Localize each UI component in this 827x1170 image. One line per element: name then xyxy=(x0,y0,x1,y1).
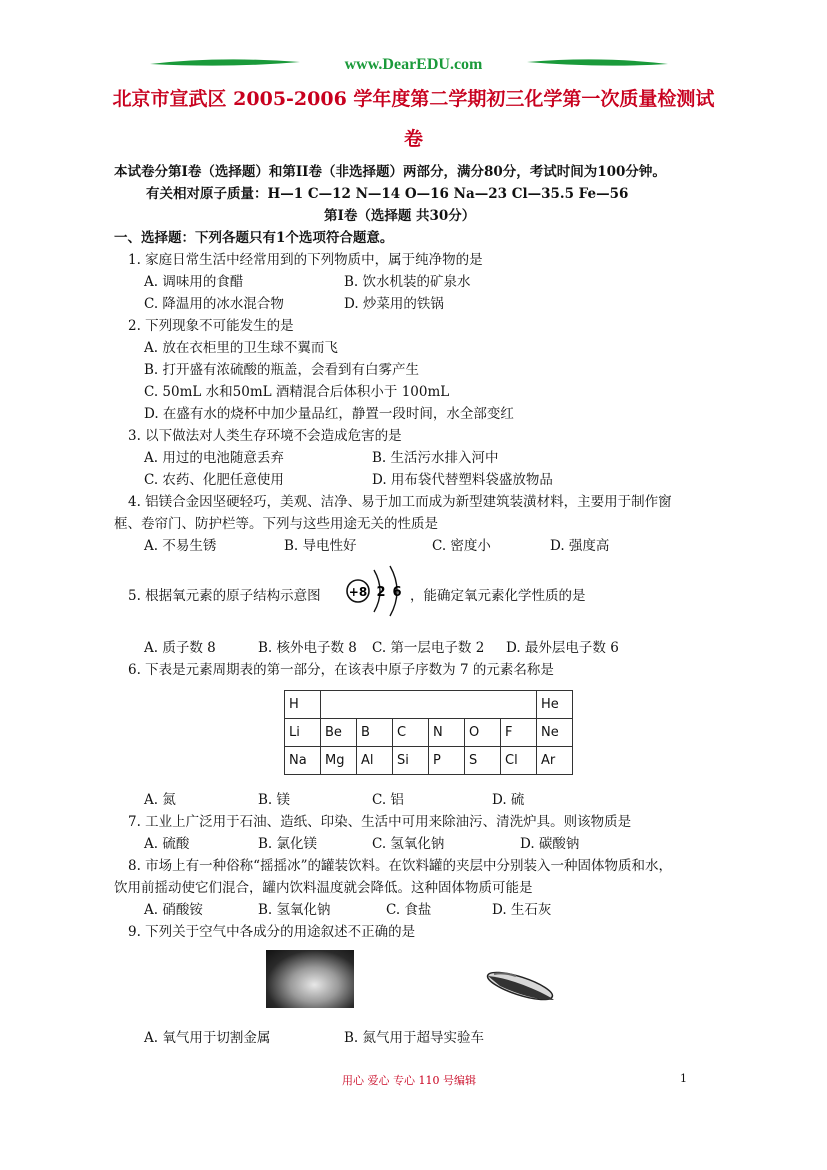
question-7-option-a: A. 硫酸 xyxy=(144,836,190,852)
element-cell: He xyxy=(537,691,573,719)
page-number: 1 xyxy=(680,1072,687,1085)
element-cell: Ar xyxy=(537,747,573,775)
section-title: 第Ⅰ卷（选择题 共30分） xyxy=(324,208,476,224)
element-cell: H xyxy=(285,691,321,719)
element-cell: Ne xyxy=(537,719,573,747)
oxygen-atom-structure-diagram xyxy=(344,562,410,618)
element-cell: B xyxy=(357,719,393,747)
question-3-option-c: C. 农药、化肥任意使用 xyxy=(144,472,284,488)
question-5-option-b: B. 核外电子数 8 xyxy=(258,640,357,656)
part-heading: 一、选择题：下列各题只有1个选项符合题意。 xyxy=(114,230,394,246)
question-1-option-a: A. 调味用的食醋 xyxy=(144,274,244,290)
element-cell: F xyxy=(501,719,537,747)
exam-instructions: 本试卷分第Ⅰ卷（选择题）和第II卷（非选择题）两部分，满分80分，考试时间为100分钟。 xyxy=(114,164,666,180)
element-cell: S xyxy=(465,747,501,775)
question-3-option-d: D. 用布袋代替塑料袋盛放物品 xyxy=(372,472,553,488)
question-2-option-c: C. 50mL 水和50mL 酒精混合后体积小于 100mL xyxy=(144,384,450,400)
question-9-stem: 9. 下列关于空气中各成分的用途叙述不正确的是 xyxy=(128,924,416,940)
question-4-option-a: A. 不易生锈 xyxy=(144,538,217,554)
question-8-option-a: A. 硝酸铵 xyxy=(144,902,203,918)
question-7-option-d: D. 碳酸钠 xyxy=(520,836,580,852)
element-cell: Be xyxy=(321,719,357,747)
question-7-option-b: B. 氯化镁 xyxy=(258,836,318,852)
element-cell: Si xyxy=(393,747,429,775)
question-4-stem-line-2: 框、卷帘门、防护栏等。下列与这些用途无关的性质是 xyxy=(114,516,438,532)
element-cell: Cl xyxy=(501,747,537,775)
question-6-option-a: A. 氮 xyxy=(144,792,176,808)
electron-shell-2: 6 xyxy=(392,585,402,600)
question-8-stem-line-2: 饮用前摇动使它们混合，罐内饮料温度就会降低。这种固体物质可能是 xyxy=(114,880,533,896)
question-2-option-b: B. 打开盛有浓硫酸的瓶盖，会看到有白雾产生 xyxy=(144,362,420,378)
element-cell: Li xyxy=(285,719,321,747)
element-cell: Na xyxy=(285,747,321,775)
element-cell: C xyxy=(393,719,429,747)
question-4-option-c: C. 密度小 xyxy=(432,538,491,554)
element-cell: P xyxy=(429,747,465,775)
question-3-option-a: A. 用过的电池随意丢弃 xyxy=(144,450,284,466)
question-2-option-a: A. 放在衣柜里的卫生球不翼而飞 xyxy=(144,340,338,356)
question-7-option-c: C. 氢氧化钠 xyxy=(372,836,445,852)
question-3-option-b: B. 生活污水排入河中 xyxy=(372,450,499,466)
question-6-stem: 6. 下表是元素周期表的第一部分，在该表中原子序数为 7 的元素名称是 xyxy=(128,662,554,678)
question-4-option-b: B. 导电性好 xyxy=(284,538,357,554)
footer-text: 用心 爱心 专心 110 号编辑 xyxy=(342,1074,476,1087)
question-1-option-d: D. 炒菜用的铁锅 xyxy=(344,296,444,312)
question-2-option-d: D. 在盛有水的烧杯中加少量品红，静置一段时间，水全部变红 xyxy=(144,406,514,422)
question-9-option-b: B. 氮气用于超导实验车 xyxy=(344,1030,485,1046)
question-5-option-a: A. 质子数 8 xyxy=(144,640,216,656)
question-5-stem-after: ，能确定氧元素化学性质的是 xyxy=(410,588,586,604)
element-cell: O xyxy=(465,719,501,747)
question-8-option-b: B. 氢氧化钠 xyxy=(258,902,331,918)
question-9-option-a: A. 氧气用于切割金属 xyxy=(144,1030,271,1046)
question-5-option-d: D. 最外层电子数 6 xyxy=(506,640,619,656)
site-logo-text: www.DearEDU.com xyxy=(344,56,483,73)
page-title-continued: 卷 xyxy=(403,128,423,150)
question-5-stem-before: 5. 根据氧元素的原子结构示意图 xyxy=(128,588,321,604)
element-cell: Al xyxy=(357,747,393,775)
question-6-option-b: B. 镁 xyxy=(258,792,291,808)
question-6-option-c: C. 铝 xyxy=(372,792,404,808)
question-8-stem-line-1: 8. 市场上有一种俗称“摇摇冰”的罐装饮料。在饮料罐的夹层中分别装入一种固体物质和水， xyxy=(128,858,672,874)
question-8-option-d: D. 生石灰 xyxy=(492,902,552,918)
question-4-stem-line-1: 4. 铝镁合金因坚硬轻巧，美观、洁净、易于加工而成为新型建筑装潢材料，主要用于制作窗 xyxy=(128,494,672,510)
maglev-train-photo xyxy=(480,962,558,1006)
electron-shell-1: 2 xyxy=(376,585,386,600)
page-title: 北京市宣武区 2005-2006 学年度第二学期初三化学第一次质量检测试 xyxy=(112,88,715,110)
question-8-option-c: C. 食盐 xyxy=(386,902,432,918)
element-cell: N xyxy=(429,719,465,747)
question-1-stem: 1. 家庭日常生活中经常用到的下列物质中，属于纯净物的是 xyxy=(128,252,483,268)
question-2-stem: 2. 下列现象不可能发生的是 xyxy=(128,318,294,334)
question-4-option-d: D. 强度高 xyxy=(550,538,610,554)
question-1-option-c: C. 降温用的冰水混合物 xyxy=(144,296,284,312)
nucleus-charge: +8 xyxy=(348,585,368,599)
question-3-stem: 3. 以下做法对人类生存环境不会造成危害的是 xyxy=(128,428,402,444)
question-6-option-d: D. 硫 xyxy=(492,792,525,808)
periodic-table xyxy=(284,690,573,775)
question-5-option-c: C. 第一层电子数 2 xyxy=(372,640,485,656)
question-7-stem: 7. 工业上广泛用于石油、造纸、印染、生活中可用来除油污、清洗炉具。则该物质是 xyxy=(128,814,632,830)
element-cell: Mg xyxy=(321,747,357,775)
atomic-masses: 有关相对原子质量：H—1 C—12 N—14 O—16 Na—23 Cl—35.5 Fe—56 xyxy=(146,186,629,202)
metal-cutting-photo xyxy=(266,950,354,1008)
periodic-table-gap xyxy=(321,691,537,719)
question-1-option-b: B. 饮水机装的矿泉水 xyxy=(344,274,471,290)
